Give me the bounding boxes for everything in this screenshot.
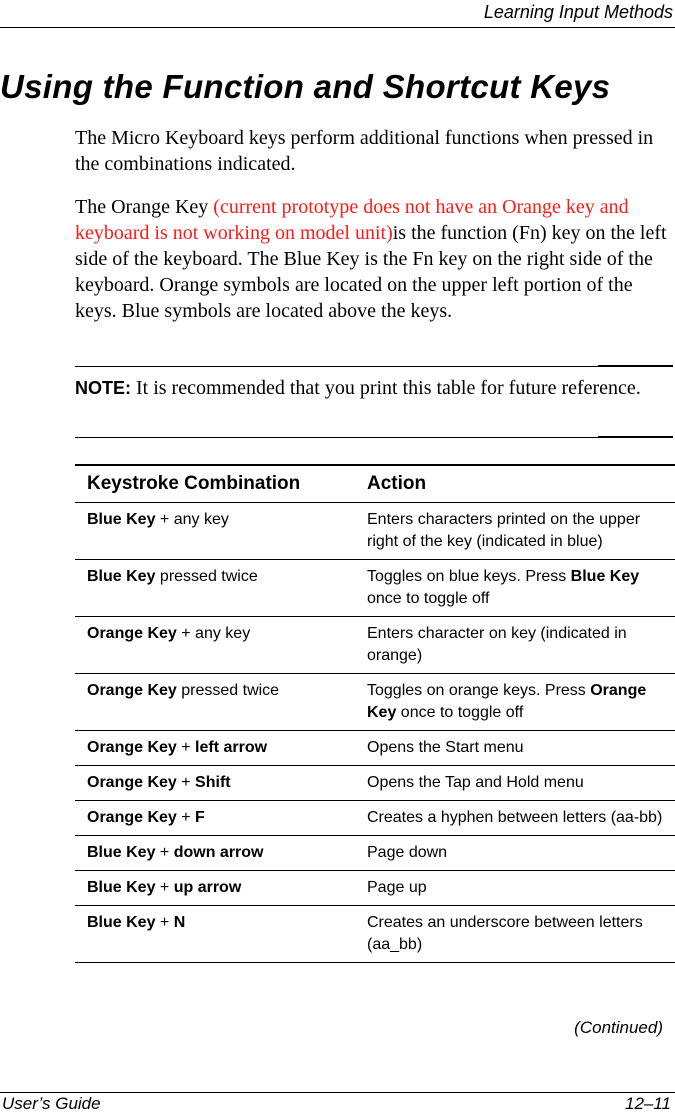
keystroke-key: Orange Key — [87, 739, 177, 756]
keystroke-cell — [75, 877, 355, 899]
keystroke-cell — [75, 509, 355, 553]
keystroke-key: Shift — [195, 774, 231, 791]
action-cell — [355, 680, 675, 724]
keystroke-cell — [75, 680, 355, 724]
keystroke-cell — [75, 842, 355, 864]
shortcut-table — [75, 464, 675, 963]
keys-paragraph-start: The Orange Key — [75, 196, 214, 218]
keystroke-cell — [75, 623, 355, 667]
action-text: once to toggle off — [367, 590, 490, 607]
keystroke-text: pressed twice — [155, 568, 258, 585]
keystroke-key: down arrow — [173, 844, 264, 861]
table-row — [75, 801, 675, 836]
table-row — [75, 503, 675, 560]
keystroke-key: Blue Key — [87, 879, 156, 896]
action-key: Blue Key — [570, 568, 640, 585]
action-cell — [355, 509, 675, 553]
keystroke-key: Blue Key — [87, 914, 156, 931]
keystroke-text: + — [176, 809, 196, 826]
action-cell — [355, 772, 675, 794]
action-text: Page down — [367, 844, 448, 861]
keystroke-key: F — [195, 809, 205, 826]
action-cell — [355, 737, 675, 759]
action-text: Enters character on key (indicated in orange) — [367, 625, 627, 664]
keystroke-cell — [75, 912, 355, 956]
note-text: It is recommended that you print this table for future reference. — [131, 377, 641, 399]
note-label: NOTE: — [75, 378, 131, 398]
action-cell — [355, 566, 675, 610]
action-text: Creates a hyphen between letters (aa-bb) — [367, 809, 663, 826]
keystroke-text: + any key — [155, 511, 229, 528]
keystroke-cell — [75, 737, 355, 759]
intro-paragraph: The Micro Keyboard keys perform additional functions when pressed in the combinations indicated. — [75, 127, 654, 175]
keystroke-key: N — [173, 914, 186, 931]
action-text: Toggles on blue keys. Press — [367, 568, 571, 585]
column-header-action: Action — [367, 473, 427, 494]
action-cell — [355, 807, 675, 829]
keystroke-text: + — [155, 914, 174, 931]
column-header-keystroke: Keystroke Combination — [87, 473, 301, 494]
action-text: Creates an underscore between letters (aa_bb) — [367, 914, 643, 953]
table-row — [75, 836, 675, 871]
action-text: once to toggle off — [396, 704, 524, 721]
keystroke-text: + — [155, 879, 174, 896]
continued-note: (Continued) — [574, 1018, 663, 1037]
keystroke-text: pressed twice — [176, 682, 280, 699]
table-row — [75, 560, 675, 617]
keystroke-cell — [75, 807, 355, 829]
table-row — [75, 674, 675, 731]
keystroke-cell — [75, 566, 355, 610]
table-row — [75, 871, 675, 906]
keystroke-text: + — [155, 844, 174, 861]
table-row — [75, 731, 675, 766]
table-row — [75, 617, 675, 674]
table-row — [75, 906, 675, 963]
header-rule — [0, 27, 675, 28]
table-body — [75, 503, 675, 963]
running-head: Learning Input Methods — [483, 2, 673, 22]
keystroke-key: Orange Key — [87, 625, 177, 642]
action-text: Opens the Start menu — [367, 739, 524, 756]
footer-page-number: 12–11 — [624, 1094, 671, 1113]
table-header-row — [75, 466, 675, 503]
keystroke-key: Blue Key — [87, 568, 156, 585]
keystroke-text: + any key — [176, 625, 251, 642]
footer-guide-title: User’s Guide — [2, 1094, 101, 1113]
action-text: Toggles on orange keys. Press — [367, 682, 591, 699]
keystroke-key: Orange Key — [87, 809, 177, 826]
keystroke-text: + — [176, 774, 196, 791]
action-cell — [355, 623, 675, 667]
table-row — [75, 766, 675, 801]
keystroke-key: left arrow — [195, 739, 268, 756]
action-text: Enters characters printed on the upper right of the key (indicated in blue) — [367, 511, 641, 550]
action-cell — [355, 877, 675, 899]
action-key: Orange Key — [367, 682, 647, 721]
action-cell — [355, 842, 675, 864]
keys-paragraph-end: is the function (Fn) key on the left side of the keyboard. The Blue Key is the Fn key on the right side of the keyboard. Orange symbols are located on the upper left portion of the keys. Blue symbols are located above the keys. — [75, 222, 667, 322]
keystroke-key: Blue Key — [87, 844, 156, 861]
keystroke-cell — [75, 772, 355, 794]
keystroke-key: Orange Key — [87, 682, 177, 699]
keystroke-key: up arrow — [173, 879, 242, 896]
keys-paragraph — [75, 194, 675, 324]
action-text: Opens the Tap and Hold menu — [367, 774, 584, 791]
keystroke-key: Orange Key — [87, 774, 177, 791]
page-title: Using the Function and Shortcut Keys — [0, 68, 611, 105]
keystroke-text: + — [176, 739, 196, 756]
footer-rule — [0, 1092, 675, 1093]
keystroke-key: Blue Key — [87, 511, 156, 528]
prototype-warning-text: (current prototype does not have an Orange key and keyboard is not working on model unit) — [75, 196, 629, 244]
action-cell — [355, 912, 675, 956]
note — [75, 375, 665, 401]
action-text: Page up — [367, 879, 427, 896]
